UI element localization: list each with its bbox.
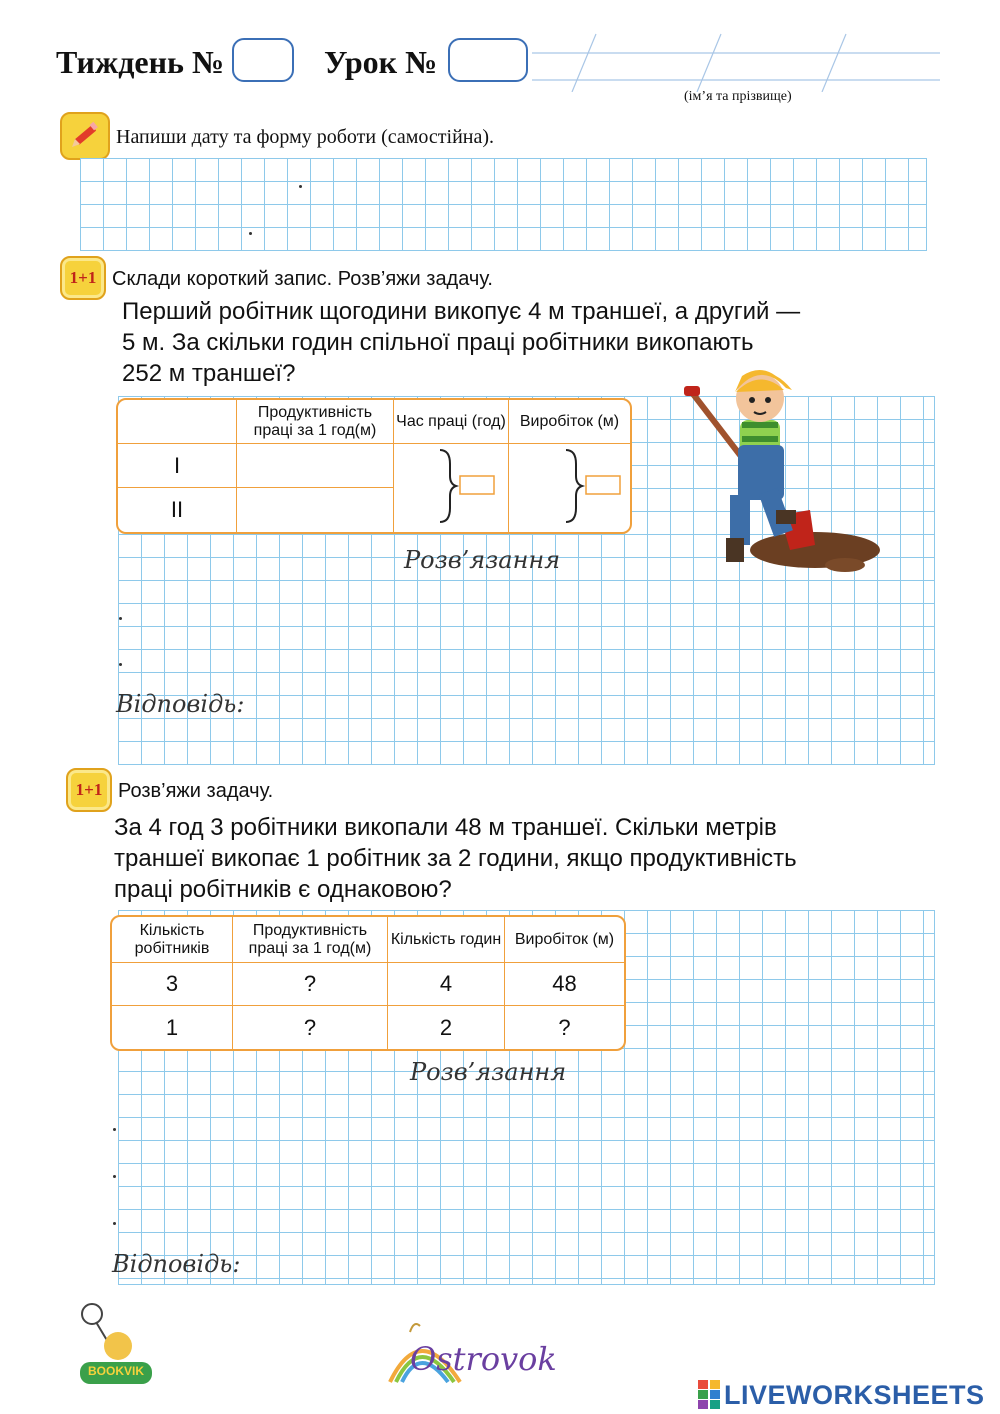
date-instruction: Напиши дату та форму роботи (самостійна). xyxy=(116,126,495,148)
task1-header-output: Виробіток (м) xyxy=(509,400,630,444)
date-grid[interactable] xyxy=(80,158,927,251)
task1-input-cell[interactable] xyxy=(237,488,394,532)
task1-line3: 252 м траншеї? xyxy=(122,360,296,387)
task1-row-label: I xyxy=(118,444,237,488)
task2-solution-label: Розв’язання xyxy=(410,1058,567,1086)
grid-dot xyxy=(249,232,252,235)
name-line-field[interactable] xyxy=(532,30,942,92)
task2-header-productivity: Продуктивність праці за 1 год(м) xyxy=(233,917,388,963)
task1-input-cell[interactable] xyxy=(237,444,394,488)
task2-line2: траншеї викопає 1 робітник за 2 години, якщо продуктивність xyxy=(114,845,797,872)
pencil-icon xyxy=(62,114,108,158)
task2-line1: За 4 год 3 робітники викопали 48 м траншеї. Скільки метрів xyxy=(114,814,777,841)
task1-answer-label: Відповідь: xyxy=(116,690,245,718)
week-label: Тиждень № xyxy=(56,44,225,80)
bookvik-logo xyxy=(66,1300,166,1396)
grid-dot xyxy=(299,185,302,188)
grid-dot xyxy=(113,1128,116,1131)
task2-header-hours: Кількість годин xyxy=(388,917,505,963)
task2-line3: праці робітників є однаковою? xyxy=(114,876,452,903)
grid-dot xyxy=(119,617,122,620)
name-caption: (ім’я та прізвище) xyxy=(684,89,792,104)
task1-line2: 5 м. За скільки годин спільної праці робітники викопають xyxy=(122,329,754,356)
task2-header-workers: Кількість робітників xyxy=(112,917,233,963)
task2-cell: 4 xyxy=(388,963,505,1006)
lesson-label: Урок № xyxy=(324,44,438,80)
task2-instruction: Розв’яжи задачу. xyxy=(118,780,274,802)
task1-header-time: Час праці (год) xyxy=(394,400,509,444)
task2-cell: ? xyxy=(558,1014,571,1040)
task1-table xyxy=(116,398,632,534)
task2-cell: ? xyxy=(233,963,388,1006)
task1-line1: Перший робітник щогодини викопує 4 м траншеї, а другий — xyxy=(122,298,801,325)
task2-header-output: Виробіток (м) xyxy=(505,917,624,963)
ostrovok-text: Ostrovok xyxy=(410,1340,557,1378)
task2-cell: ? xyxy=(233,1006,388,1049)
task1-solution-label: Розв’язання xyxy=(404,546,561,574)
task1-header-cell xyxy=(118,400,237,444)
liveworksheets-logo xyxy=(698,1378,985,1412)
pencil-badge xyxy=(60,112,110,160)
task2-badge: 1+1 xyxy=(66,768,112,812)
grid-dot xyxy=(113,1175,116,1178)
task1-brace-time xyxy=(436,446,500,526)
task1-row-label: II xyxy=(118,488,237,532)
task2-table xyxy=(110,915,626,1051)
task2-cell: 1 xyxy=(112,1006,233,1049)
bookvik-text: BOOKVIK xyxy=(87,1364,144,1378)
liveworksheets-icon xyxy=(698,1380,720,1410)
worker-illustration xyxy=(680,350,890,580)
liveworksheets-text: LIVEWORKSHEETS xyxy=(724,1379,985,1410)
task2-answer-label: Відповідь: xyxy=(112,1250,241,1278)
ostrovok-logo xyxy=(380,1310,600,1390)
task2-cell: 3 xyxy=(112,963,233,1006)
task1-instruction: Склади короткий запис. Розв’яжи задачу. xyxy=(112,268,493,290)
task1-badge: 1+1 xyxy=(60,256,106,300)
week-number-field[interactable] xyxy=(232,38,294,82)
lesson-number-field[interactable] xyxy=(448,38,528,82)
grid-dot xyxy=(113,1222,116,1225)
grid-dot xyxy=(119,663,122,666)
task1-brace-output xyxy=(562,446,626,526)
task2-cell: 48 xyxy=(505,963,624,1006)
task1-header-productivity: Продуктивність праці за 1 год(м) xyxy=(237,400,394,444)
task2-cell: 2 xyxy=(388,1006,505,1049)
